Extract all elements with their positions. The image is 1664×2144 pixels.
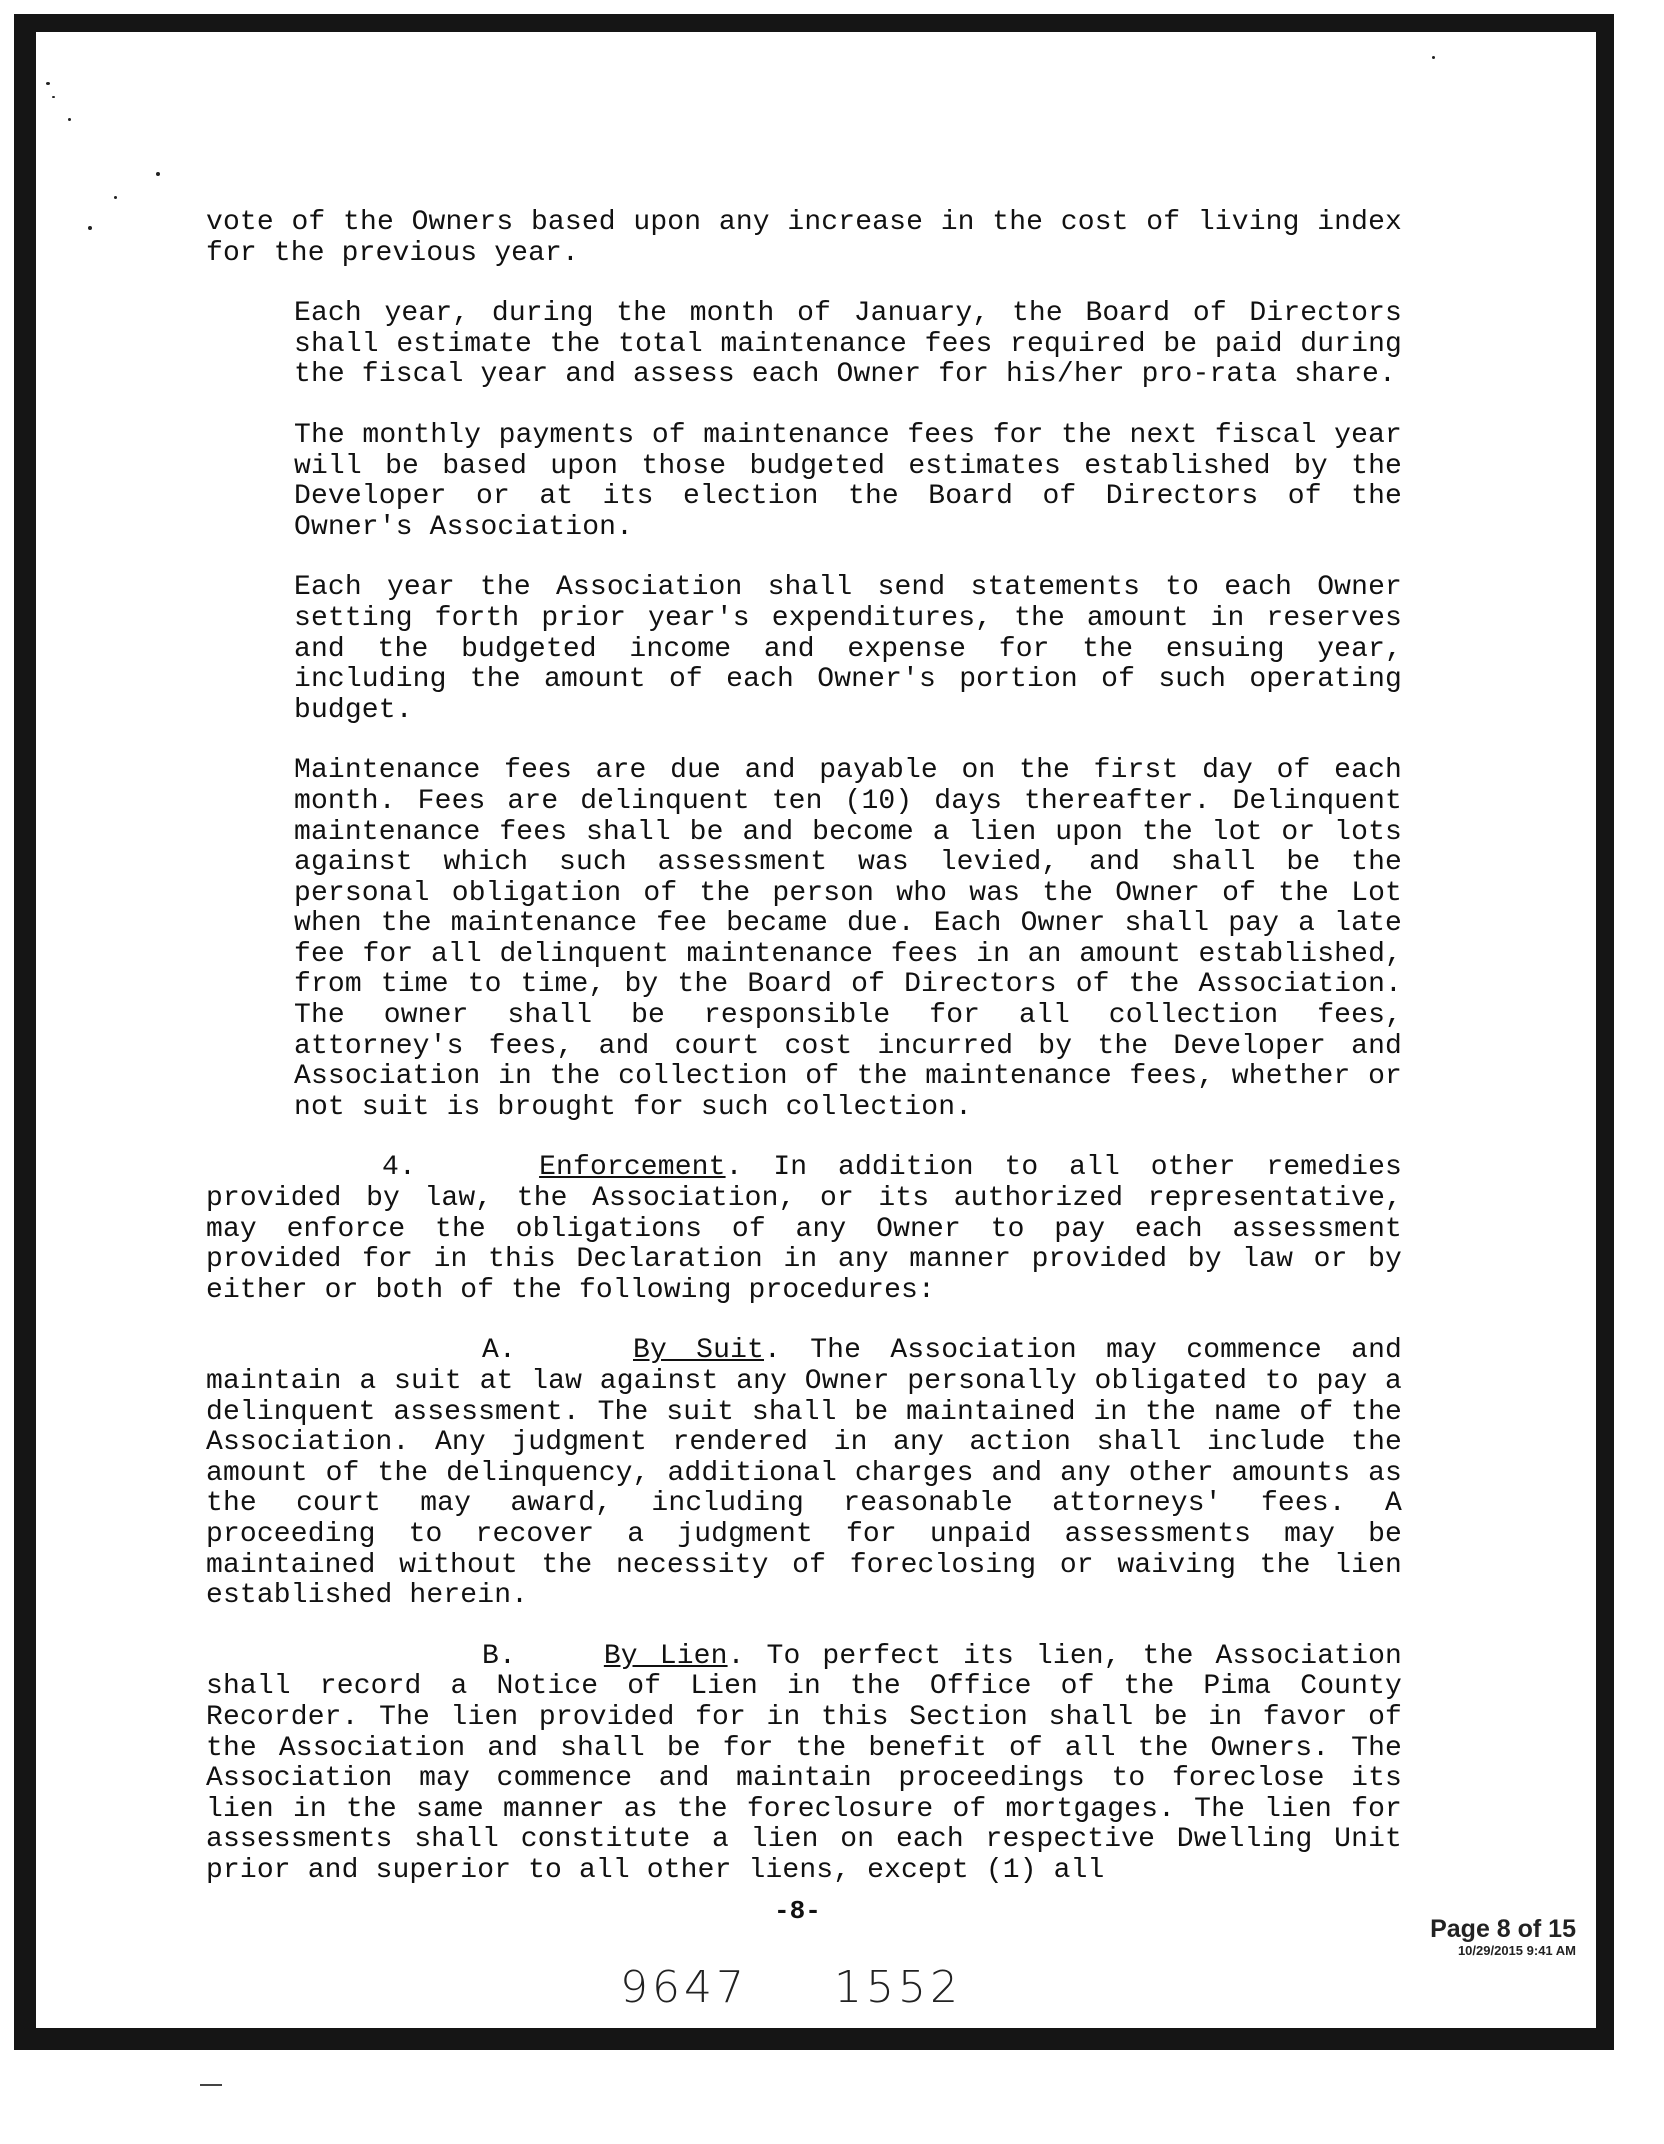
recording-page-number: 1552 (833, 1962, 962, 2013)
scan-speck (114, 196, 117, 199)
section-a-by-suit (206, 1336, 1402, 1611)
section-heading: By Suit (633, 1335, 764, 1367)
section-number: B. (482, 1640, 516, 1672)
paragraph-text: The monthly payments of maintenance fees for the next fiscal year will be based upon those budgeted estimates established by the Developer or at its election the Board of Directors of the Owner's Association. (294, 419, 1402, 543)
page-count-label: Page 8 of 15 (1430, 1915, 1576, 1943)
document-body (206, 208, 1402, 1887)
section-number: A. (482, 1335, 516, 1367)
section-text: . To perfect its lien, the Association shall record a Notice of Lien in the Office of the Pima County Recorder. The lien provided for in this Section shall be in favor of the Association and shall be for the benefit of all the Owners. The Association may commence and maintain proceedings to foreclose its lien in the same manner as the foreclosure of mortgages. The lien for assessments shall constitute a lien on each respective Dwelling Unit prior and superior to all other liens, except (1) all (206, 1640, 1402, 1886)
section-text: . In addition to all other remedies provided by law, the Association, or its authorized representative, may enforce the obligations of any Owner to pay each assessment provided for in this Declaration in any manner provided by law or by either or both of the following procedures: (206, 1152, 1402, 1306)
section-text: . The Association may commence and maintain a suit at law against any Owner personally obligated to pay a delinquent assessment. The suit shall be maintained in the name of the Association. Any judgment rendered in any action shall include the amount of the delinquency, additional charges and any other amounts as the court may award, including reasonable attorneys' fees. A proceeding to recover a judgment for unpaid assessments may be maintained without the necessity of foreclosing or waiving the lien established herein. (206, 1335, 1402, 1612)
section-4-enforcement (206, 1153, 1402, 1306)
paragraph-maintenance-fees (206, 756, 1402, 1123)
section-heading: By Lien (603, 1640, 728, 1672)
paragraph-monthly-payments (206, 421, 1402, 543)
scan-speck (46, 82, 50, 85)
section-number: 4. (382, 1152, 416, 1184)
scan-speck (88, 226, 92, 230)
paragraph-annual-estimate (206, 299, 1402, 391)
scan-speck (1432, 56, 1435, 59)
paragraph-statements (206, 573, 1402, 726)
section-heading: Enforcement (539, 1152, 726, 1184)
paragraph-text: Maintenance fees are due and payable on the first day of each month. Fees are delinquent ten (10) days thereafter. Delinquent maintenance fees shall be and become a lien upon the lot or lots against which such assessment was levied, and shall be the personal obligation of the person who was the Owner of the Lot when the maintenance fee became due. Each Owner shall pay a late fee for all delinquent maintenance fees in an amount established, from time to time, by the Board of Directors of the Association. The owner shall be responsible for all collection fees, attorney's fees, and court cost incurred by the Developer and Association in the collection of the maintenance fees, whether or not suit is brought for such collection. (294, 755, 1402, 1123)
paragraph-cost-of-living: vote of the Owners based upon any increase in the cost of living index for the previous year. (206, 207, 1402, 269)
scan-speck (52, 96, 55, 98)
scan-speck (156, 172, 160, 176)
recording-number (620, 1962, 1048, 2013)
page-stamp (1396, 1914, 1576, 1958)
scan-mark (200, 2084, 222, 2086)
docket-number: 9647 (620, 1962, 748, 2013)
paragraph-text: Each year the Association shall send statements to each Owner setting forth prior year's expenditures, the amount in reserves and the budgeted income and expense for the ensuing year, including the amount of each Owner's portion of such operating budget. (294, 572, 1402, 726)
scan-speck (68, 118, 71, 121)
print-timestamp: 10/29/2015 9:41 AM (1457, 1943, 1576, 1958)
section-b-by-lien (206, 1642, 1402, 1887)
paragraph-text: Each year, during the month of January, the Board of Directors shall estimate the total maintenance fees required be paid during the fiscal year and assess each Owner for his/her pro-rata share. (294, 298, 1402, 391)
page-folio: -8- (774, 1896, 821, 1926)
